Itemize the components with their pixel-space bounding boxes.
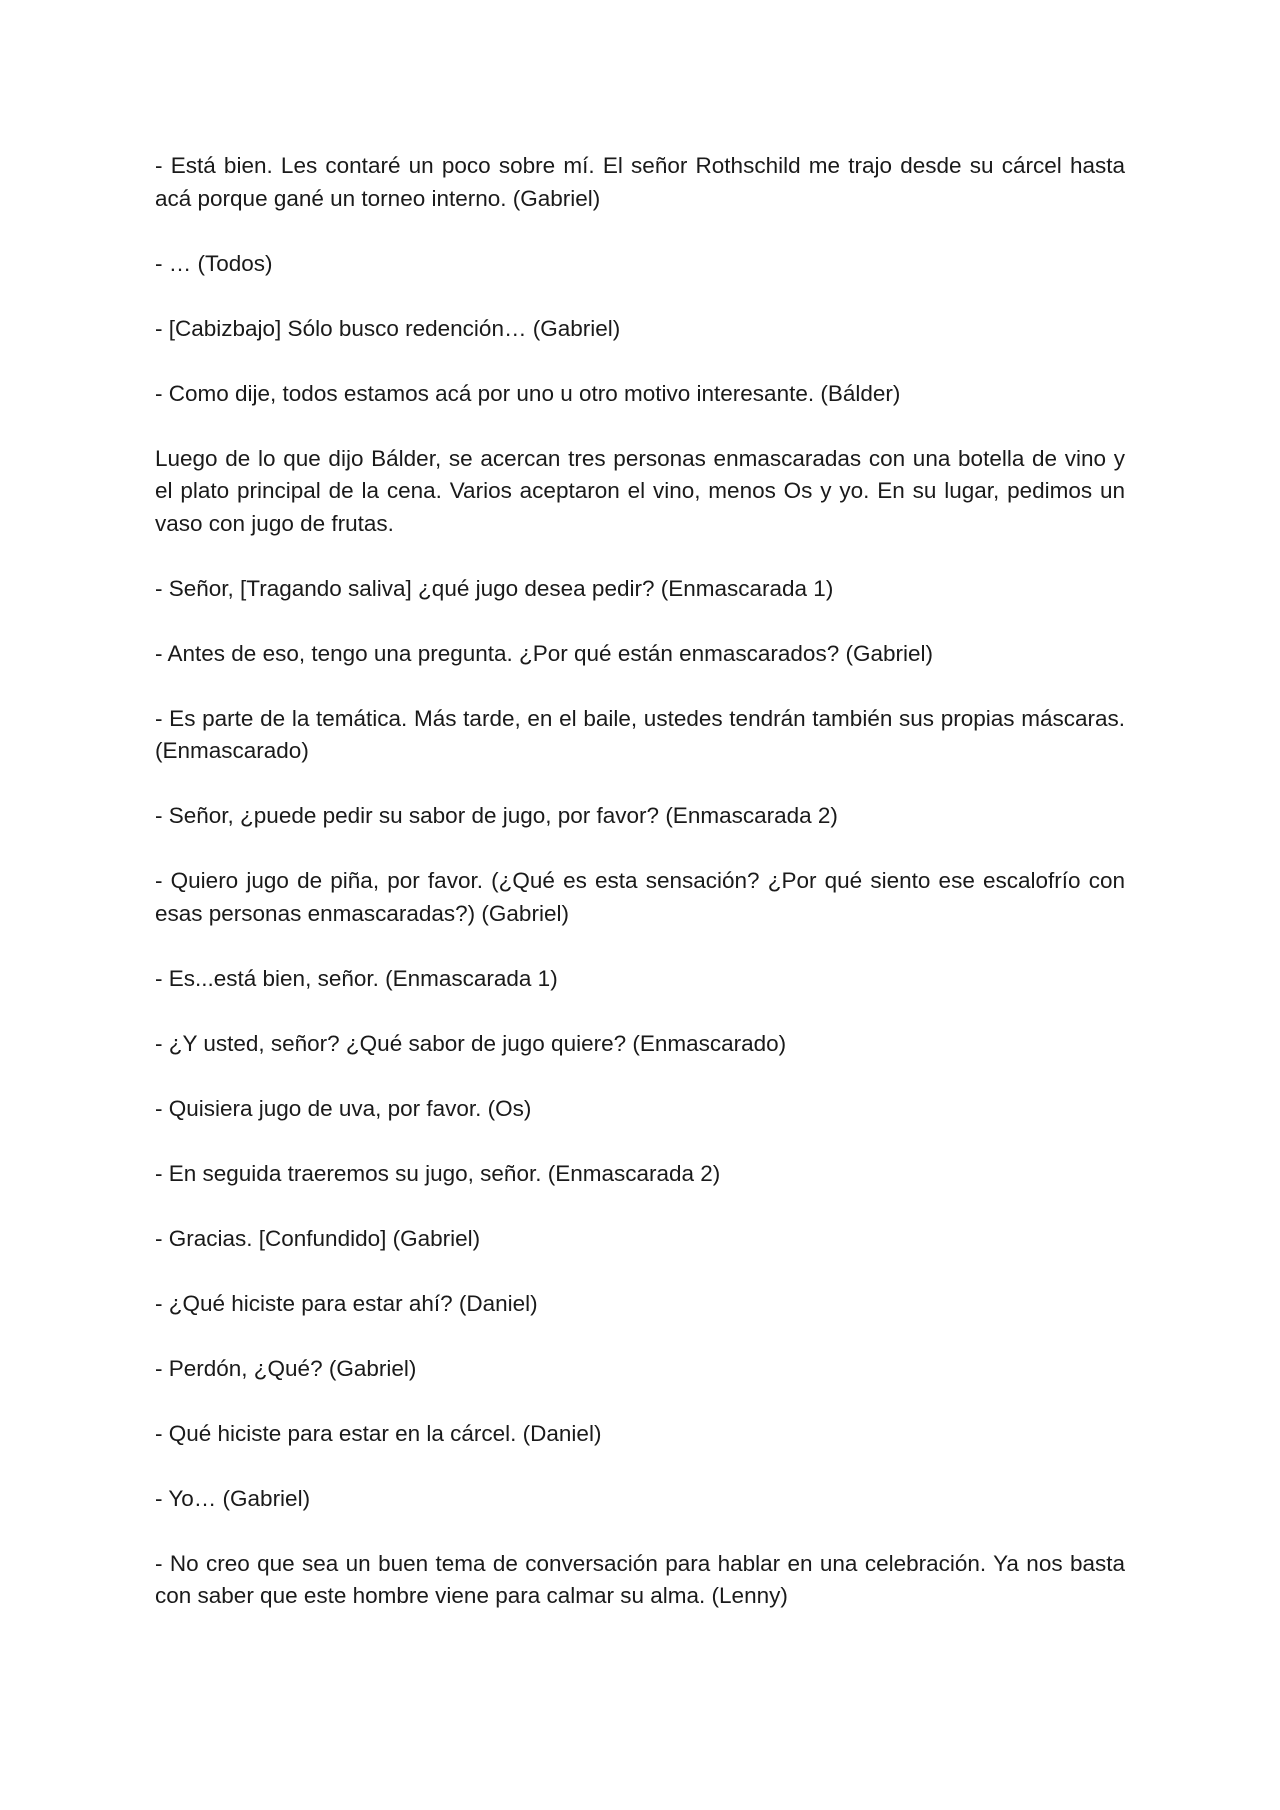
paragraph: - Qué hiciste para estar en la cárcel. (Daniel) bbox=[155, 1420, 602, 1446]
paragraph: - ¿Y usted, señor? ¿Qué sabor de jugo quiere? (Enmascarado) bbox=[155, 1030, 787, 1056]
paragraph: - Antes de eso, tengo una pregunta. ¿Por qué están enmascarados? (Gabriel) bbox=[155, 640, 933, 666]
paragraph: - Señor, [Tragando saliva] ¿qué jugo desea pedir? (Enmascarada 1) bbox=[155, 575, 834, 601]
paragraph: - Yo… (Gabriel) bbox=[155, 1485, 311, 1511]
paragraph: - Perdón, ¿Qué? (Gabriel) bbox=[155, 1355, 417, 1381]
paragraph: - Quiero jugo de piña, por favor. (¿Qué es esta sensación? ¿Por qué siento ese escalofrío con esas personas enmascaradas?) (Gabriel) bbox=[155, 868, 1125, 926]
document-page bbox=[155, 150, 1125, 1613]
paragraph: - Está bien. Les contaré un poco sobre mí. El señor Rothschild me trajo desde su cárcel hasta acá porque gané un torneo interno. (Gabriel) bbox=[155, 153, 1125, 211]
paragraph: - Señor, ¿puede pedir su sabor de jugo, por favor? (Enmascarada 2) bbox=[155, 803, 838, 828]
paragraph: - [Cabizbajo] Sólo busco redención… (Gabriel) bbox=[155, 315, 621, 341]
paragraph: - Como dije, todos estamos acá por uno u otro motivo interesante. (Bálder) bbox=[155, 380, 901, 406]
paragraph: - En seguida traeremos su jugo, señor. (Enmascarada 2) bbox=[155, 1160, 721, 1186]
paragraph: - … (Todos) bbox=[155, 250, 273, 276]
paragraph: - Gracias. [Confundido] (Gabriel) bbox=[155, 1225, 481, 1251]
paragraph: - Es parte de la temática. Más tarde, en el baile, ustedes tendrán también sus propias máscaras. (Enmascarado) bbox=[155, 705, 1125, 763]
paragraph: - No creo que sea un buen tema de conversación para hablar en una celebración. Ya nos basta con saber que este hombre viene para calmar su alma. (Lenny) bbox=[155, 1550, 1125, 1608]
paragraph: - Quisiera jugo de uva, por favor. (Os) bbox=[155, 1095, 532, 1121]
paragraph: - Es...está bien, señor. (Enmascarada 1) bbox=[155, 965, 558, 991]
paragraph: Luego de lo que dijo Bálder, se acercan tres personas enmascaradas con una botella de vino y el plato principal de la cena. Varios aceptaron el vino, menos Os y yo. En su lugar, pedimos un vaso con jugo de frutas. bbox=[155, 445, 1125, 536]
paragraph: - ¿Qué hiciste para estar ahí? (Daniel) bbox=[155, 1290, 538, 1316]
